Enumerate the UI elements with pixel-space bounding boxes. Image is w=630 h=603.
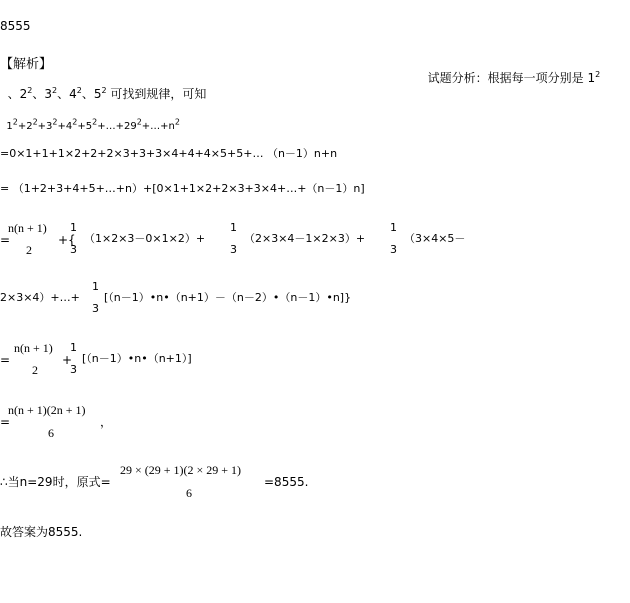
line3-frac1-den: 3 [70, 243, 77, 256]
analysis-exponent: 2 [595, 70, 601, 79]
line3-frac1-num: 1 [70, 221, 77, 234]
line4-post: [（n－1）•n•（n+1）－（n－2）•（n－1）•n]} [104, 291, 352, 304]
line3-term-1: （1×2×3－0×1×2）+ [84, 232, 206, 245]
line5-equals: = [0, 353, 11, 367]
analysis-text-main: 试题分析：根据每一项分别是 1 [427, 71, 596, 85]
line5-frac2-den: 3 [70, 363, 77, 376]
line4-frac-den: 3 [92, 302, 99, 315]
answer-top: 8555 [0, 19, 31, 33]
line5-frac-numerator: n(n + 1) [14, 341, 53, 355]
intro-4: 、4 [57, 87, 77, 101]
line3-frac3-num: 1 [390, 221, 397, 234]
line7-frac-denominator: 6 [186, 486, 192, 500]
line7-pre: ∴当n=29时，原式= [0, 475, 111, 489]
sum-term-4: +4 [57, 121, 73, 132]
intro-3: 、3 [32, 87, 53, 101]
line3-frac2-num: 1 [230, 221, 237, 234]
line3-frac-numerator: n(n + 1) [8, 221, 47, 235]
line3-frac2-den: 3 [230, 243, 237, 256]
line6-frac-numerator: n(n + 1)(2n + 1) [8, 403, 86, 417]
line3-frac3-den: 3 [390, 243, 397, 256]
line3-frac-denominator: 2 [26, 243, 32, 257]
sum-exp-1: 2 [12, 117, 18, 127]
line5-frac-denominator: 2 [32, 363, 38, 377]
line4-frac-num: 1 [92, 280, 99, 293]
sum-exp-2: 2 [32, 117, 38, 127]
analysis-text [420, 60, 600, 84]
intro-line [0, 76, 206, 100]
line6-comma: ， [100, 415, 113, 429]
sum-exp-4: 2 [72, 117, 78, 127]
line5-post: [（n－1）•n•（n+1）] [82, 352, 192, 365]
line3-term-3: （3×4×5－ [404, 232, 466, 245]
expansion-line-2: = （1+2+3+4+5+…+n）+[0×1+1×2+2×3+3×4+…+（n－1）n] [0, 182, 365, 195]
line3-plus-brace: +{ [58, 233, 76, 247]
line5-frac2-num: 1 [70, 341, 77, 354]
sum-term-3: +3 [37, 121, 53, 132]
sum-term-n: +…+n [141, 121, 175, 132]
intro-exp-1: 2 [27, 86, 33, 95]
line7-post: =8555. [264, 475, 309, 489]
line7-frac-numerator: 29 × (29 + 1)(2 × 29 + 1) [120, 463, 242, 477]
sum-term-1: 1 [6, 121, 13, 132]
sum-term-5: +5 [77, 121, 93, 132]
line6-equals: = [0, 415, 11, 429]
line3-term-2: （2×3×4－1×2×3）+ [244, 232, 366, 245]
line6-frac-denominator: 6 [48, 426, 54, 440]
sum-term-29: +…+29 [97, 121, 137, 132]
intro-exp-2: 2 [52, 86, 58, 95]
line5-plus: + [62, 353, 73, 367]
analysis-label: 【解析】 [0, 57, 53, 72]
expansion-line-1: =0×1+1+1×2+2+2×3+3+3×4+4+4×5+5+… （n－1）n+n [0, 147, 338, 160]
sum-exp-3: 2 [52, 117, 58, 127]
intro-exp-3: 2 [76, 86, 82, 95]
intro-5: 、5 [81, 87, 102, 101]
intro-2: 、2 [7, 87, 28, 101]
line3-equals: = [0, 233, 11, 247]
conclusion: 故答案为8555. [0, 525, 83, 539]
sum-exp-n: 2 [174, 117, 180, 127]
sum-exp-5: 2 [92, 117, 98, 127]
sum-squares-line [0, 112, 180, 132]
sum-exp-29: 2 [136, 117, 142, 127]
intro-tail: 可找到规律，可知 [106, 87, 207, 101]
line4-pre: 2×3×4）+…+ [0, 291, 80, 304]
sum-term-2: +2 [17, 121, 33, 132]
intro-exp-4: 2 [101, 86, 107, 95]
